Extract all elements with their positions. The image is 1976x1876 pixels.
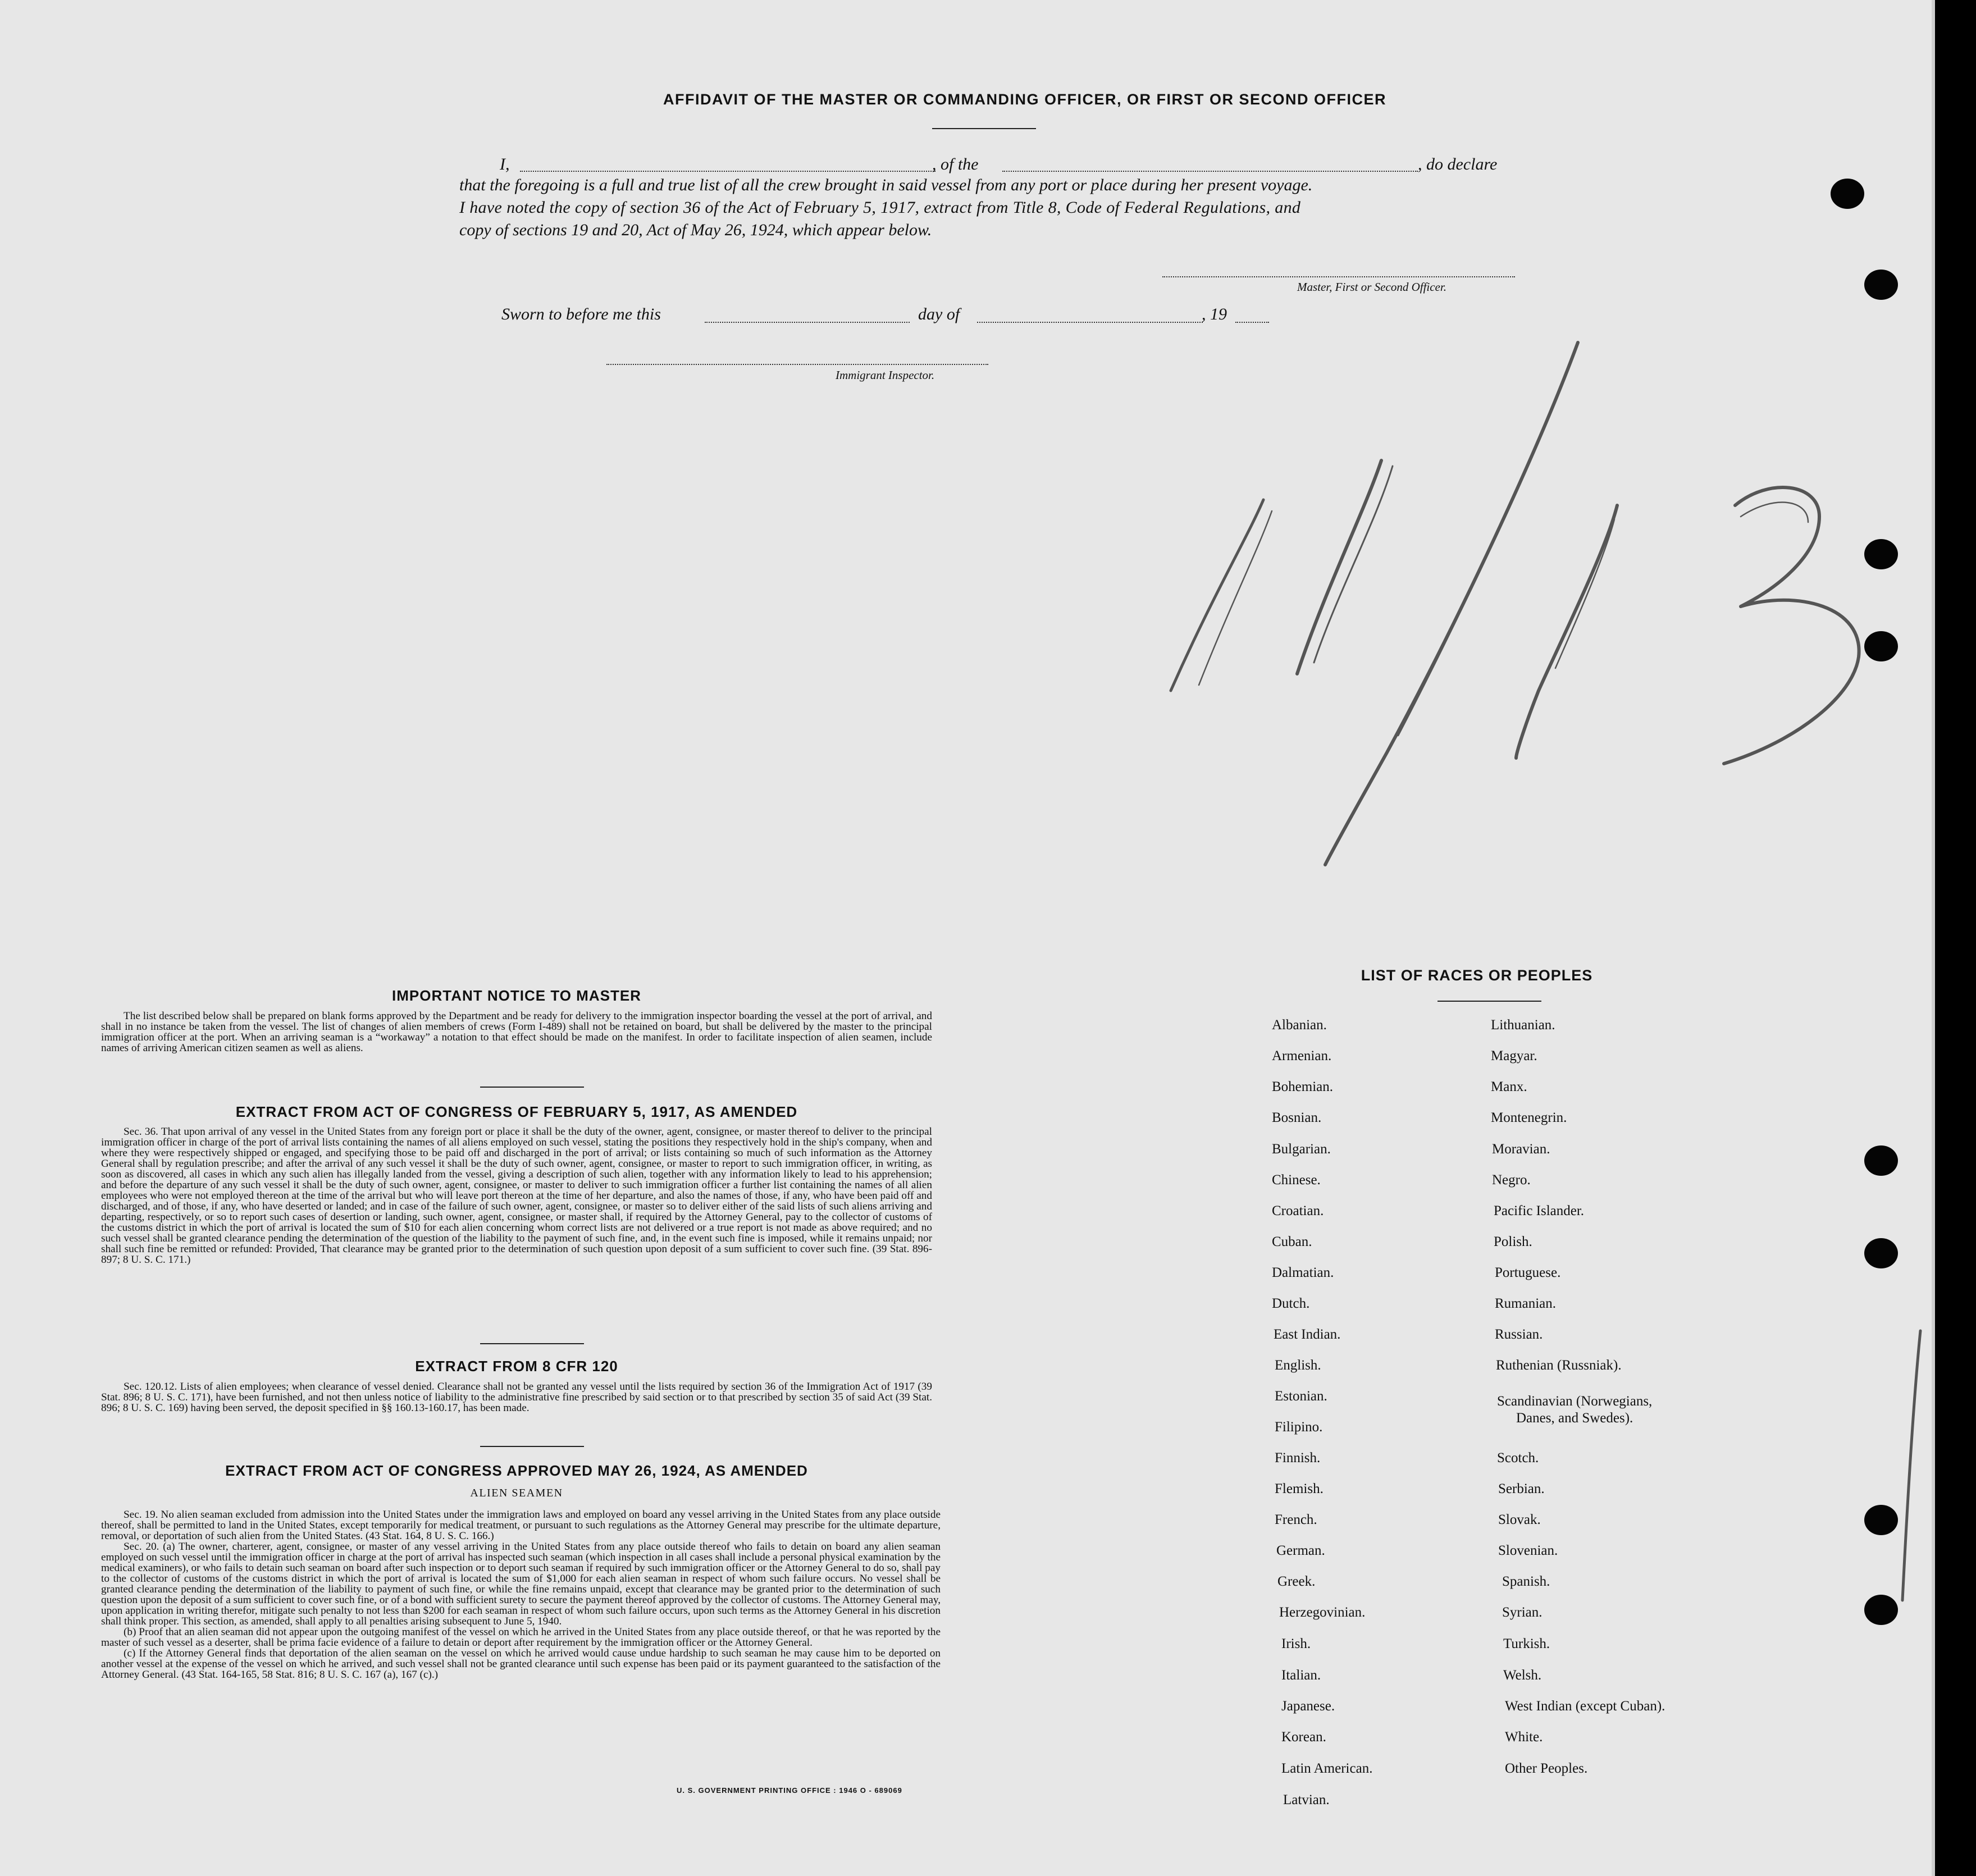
race-item: Bulgarian. (1272, 1142, 1331, 1157)
punch-hole (1864, 1145, 1898, 1176)
race-item: Polish. (1494, 1234, 1532, 1249)
race-item: Flemish. (1275, 1481, 1324, 1496)
race-item: Serbian. (1498, 1481, 1545, 1496)
race-item: Turkish. (1503, 1636, 1550, 1651)
printer-imprint: U. S. GOVERNMENT PRINTING OFFICE : 1946 O - 689069 (677, 1786, 902, 1795)
extract-1924-body (101, 1509, 941, 1680)
race-item: Ruthenian (Russniak). (1496, 1358, 1622, 1373)
race-item: English. (1275, 1358, 1321, 1373)
race-item: Spanish. (1502, 1574, 1550, 1589)
races-title-rule (1437, 1001, 1541, 1002)
sworn-year-blank[interactable] (1235, 322, 1269, 323)
race-item: Bohemian. (1272, 1079, 1334, 1094)
extract-1924-sec20c: (c) If the Attorney General finds that deportation of the alien seaman on the vessel on which he arrived would cause undue hardship to such seaman he may cause him to be deported on another vessel at the expense of the vessel on which he arrived, and such vessel shall not be granted clearance until such expense has been paid or its payment guaranteed to the satisfaction of the Attorney General. (43 Stat. 164-165, 58 Stat. 816; 8 U. S. C. 167 (a), 167 (c).) (101, 1647, 941, 1681)
punch-hole (1864, 1505, 1898, 1535)
race-item: Other Peoples. (1505, 1761, 1588, 1776)
race-item: White. (1505, 1729, 1543, 1745)
section-rule (480, 1087, 584, 1088)
notice-title: IMPORTANT NOTICE TO MASTER (392, 987, 641, 1004)
master-caption: Master, First or Second Officer. (1297, 280, 1446, 294)
race-item: Manx. (1491, 1079, 1527, 1094)
race-item: Dutch. (1272, 1296, 1310, 1311)
race-item: Herzegovinian. (1279, 1605, 1366, 1620)
affidavit-line4: copy of sections 19 and 20, Act of May 26, 1924, which appear below. (459, 221, 932, 239)
race-item: East Indian. (1274, 1327, 1341, 1342)
race-item: Korean. (1281, 1729, 1326, 1745)
race-item: Russian. (1495, 1327, 1543, 1342)
race-item: Rumanian. (1495, 1296, 1557, 1311)
race-item: Croatian. (1272, 1203, 1324, 1218)
extract-1917-title: EXTRACT FROM ACT OF CONGRESS OF FEBRUARY 5, 1917, AS AMENDED (235, 1103, 798, 1120)
race-item: Lithuanian. (1491, 1017, 1555, 1033)
punch-hole (1864, 539, 1898, 569)
race-item: Albanian. (1272, 1017, 1327, 1033)
sworn-day-blank[interactable] (705, 322, 910, 323)
sworn-month-blank[interactable] (977, 322, 1203, 323)
race-item: Syrian. (1502, 1605, 1543, 1620)
race-item: Slovak. (1498, 1512, 1541, 1527)
inspector-caption: Immigrant Inspector. (836, 368, 935, 382)
sworn-day-of: day of (918, 305, 960, 323)
race-item: Chinese. (1272, 1172, 1321, 1188)
race-item: Portuguese. (1495, 1265, 1561, 1280)
extract-1924-sec20b: (b) Proof that an alien seaman did not appear upon the outgoing manifest of the vessel on which he arrived in the United States from any place outside thereof, or that he was reported by the master of such vessel as a deserter, shall be prima facie evidence of a failure to detain or deport after requirement by the immigration officer or the Attorney General. (101, 1626, 941, 1649)
extract-cfr-text: Sec. 120.12. Lists of alien employees; when clearance of vessel denied. Clearance shall not be granted any vessel until the lists required by section 36 of the Immigration Act of 1917 (39 Stat. 896; 8 U. S. C. 171), have been furnished, and not then unless notice of liability to the administrative fine prescribed by said section or to that prescribed by section 35 of said Act (39 Stat. 896; 8 U. S. C. 169) having been served, the deposit specified in §§ 160.13-160.17, has been made. (101, 1381, 932, 1414)
sworn-prefix: Sworn to before me this (501, 305, 661, 323)
affidavit-line3: I have noted the copy of section 36 of the Act of February 5, 1917, extract from Title 8, Code of Federal Regulations, and (459, 198, 1301, 217)
extract-1924-subtitle: ALIEN SEAMEN (470, 1487, 563, 1499)
affidavit-title-rule (932, 128, 1036, 129)
race-item: Negro. (1492, 1172, 1531, 1188)
affidavit-line1-of-the: , of the (932, 155, 979, 174)
race-item: Danes, and Swedes). (1516, 1411, 1633, 1426)
race-item: Filipino. (1275, 1419, 1323, 1435)
race-item: Scandinavian (Norwegians, (1497, 1394, 1653, 1409)
punch-hole (1831, 179, 1864, 209)
inspector-signature-line[interactable] (606, 364, 988, 365)
affidavit-title: AFFIDAVIT OF THE MASTER OR COMMANDING OFFICER, OR FIRST OR SECOND OFFICER (663, 91, 1386, 108)
handwritten-number-11-13 (1146, 326, 1920, 887)
extract-cfr-title: EXTRACT FROM 8 CFR 120 (415, 1358, 618, 1375)
race-item: Latvian. (1283, 1792, 1330, 1807)
section-rule (480, 1343, 584, 1344)
race-item: Estonian. (1275, 1389, 1327, 1404)
handwritten-slash (1898, 1320, 1932, 1612)
punch-hole (1864, 1238, 1898, 1268)
master-signature-line[interactable] (1162, 276, 1515, 277)
race-item: Pacific Islander. (1494, 1203, 1585, 1218)
sworn-year: , 19 (1202, 305, 1227, 323)
race-item: Welsh. (1503, 1668, 1542, 1683)
race-item: Scotch. (1497, 1450, 1539, 1466)
race-item: Montenegrin. (1491, 1110, 1567, 1125)
notice-text: The list described below shall be prepared on blank forms approved by the Department and be ready for delivery to the immigration inspector boarding the vessel at the port of arrival, and shall in no instance be taken from the vessel. The list of changes of alien members of crews (Form I-489) shall not be retained on board, but shall be delivered by the master to the principal immigration officer at the port. When an arriving seaman is a “workaway” a notation to that effect should be made on the manifest. In order to facilitate inspection of alien seamen, include names of arriving American citizen seamen as well as aliens. (101, 1010, 932, 1054)
race-item: Japanese. (1281, 1699, 1335, 1714)
race-item: Latin American. (1281, 1761, 1373, 1776)
race-item: Dalmatian. (1272, 1265, 1334, 1280)
race-item: Magyar. (1491, 1048, 1537, 1063)
race-item: Armenian. (1272, 1048, 1332, 1063)
race-item: Slovenian. (1498, 1543, 1558, 1558)
vessel-name-blank[interactable] (1002, 171, 1418, 172)
affidavit-line1-i: I, (500, 155, 510, 174)
race-item: Greek. (1277, 1574, 1316, 1589)
master-name-blank[interactable] (520, 171, 935, 172)
race-item: West Indian (except Cuban). (1505, 1699, 1665, 1714)
affidavit-line2: that the foregoing is a full and true list of all the crew brought in said vessel from any port or place during her present voyage. (459, 176, 1313, 194)
race-item: Irish. (1281, 1636, 1311, 1651)
punch-hole (1864, 631, 1898, 661)
race-item: Finnish. (1275, 1450, 1321, 1466)
extract-1924-title: EXTRACT FROM ACT OF CONGRESS APPROVED MAY 26, 1924, AS AMENDED (225, 1462, 808, 1479)
race-item: German. (1276, 1543, 1325, 1558)
affidavit-line1-do-declare: , do declare (1418, 155, 1498, 174)
race-item: Italian. (1281, 1668, 1321, 1683)
extract-1917-text: Sec. 36. That upon arrival of any vessel in the United States from any foreign port or place it shall be the duty of the owner, agent, consignee, or master thereof to deliver to the principal immigration officer in charge of the port of arrival lists containing the names of all aliens employed on such vessel, stating the positions they respectively hold in the ship's company, when and where they were respectively shipped or engaged, and specifying those to be paid off and discharged in the port of arrival; or lists containing so much of such information as the Attorney General shall by regulation prescribe; and after the arrival of any such vessel it shall be the duty of such owner, agent, consignee, or master to report to such immigration officer, in writing, as soon as discovered, all cases in which any such alien has illegally landed from the vessel, giving a description of such alien, together with any information likely to lead to his apprehension; and before the departure of any such vessel it shall be the duty of such owner, agent, consignee, or master to deliver to such immigration officer a further list containing the names of all alien employees who were not employed thereon at the time of the arrival but who will leave port thereon at the time of her departure, and also the names of those, if any, who have been paid off and discharged, and of those, if any, who have deserted or landed; and in case of the failure of such owner, agent, consignee, or master so to deliver either of the said lists of such aliens arriving and departing, respectively, or so to report such cases of desertion or landing, such owner, agent, consignee, or master shall, if required by the Attorney General, pay to the collector of customs of the customs district in which the port of arrival is located the sum of $10 for each alien concerning whom correct lists are not delivered or a true report is not made as above required; and no such vessel shall be granted clearance pending the determination of the question of the liability to the payment of such fine, and, in the event such fine is imposed, while it remains unpaid; nor shall such fine be remitted or refunded: Provided, That clearance may be granted prior to the determination of such question upon deposit of a sum sufficient to cover such fine. (39 Stat. 896-897; 8 U. S. C. 171.) (101, 1126, 932, 1266)
extract-1924-sec19: Sec. 19. No alien seaman excluded from admission into the United States under the immigration laws and employed on board any vessel arriving in the United States from any place outside thereof, shall be permitted to land in the United States, except temporarily for medical treatment, or pursuant to such regulations as the Attorney General may prescribe for the ultimate departure, removal, or deportation of such alien from the United States. (43 Stat. 164, 8 U. S. C. 166.) (101, 1509, 941, 1542)
extract-1924-sec20a: Sec. 20. (a) The owner, charterer, agent, consignee, or master of any vessel arriving in the United States from any place outside thereof who fails to detain on board any alien seaman employed on such vessel until the immigration officer in charge at the port of arrival has inspected such seaman (which inspection in all cases shall include a personal physical examination by the medical examiners), or who fails to detain such seaman on board after such inspection or to deport such seaman if required by such immigration officer or the Attorney General to do so, shall pay to the collector of customs of the customs district in which the port of arrival is located the sum of $1,000 for each alien seaman in respect of whom such failure occurs. No vessel shall be granted clearance pending the determination of the liability to payment of such fine, or while the fine remains unpaid, except that clearance may be granted prior to the determination of such question upon the deposit of a sum sufficient to cover such fine, or of a bond with sufficient surety to secure the payment thereof approved by the collector of customs. The Attorney General may, upon application in writing therefor, mitigate such penalty to not less than $200 for each seaman in respect of whom such failure occurs, upon such terms as the Attorney General in his discretion shall think proper. This section, as amended, shall apply to all penalties arising subsequent to June 5, 1940. (101, 1541, 941, 1627)
punch-hole (1864, 1595, 1898, 1625)
section-rule (480, 1446, 584, 1447)
race-item: Bosnian. (1272, 1110, 1322, 1125)
races-title: LIST OF RACES OR PEOPLES (1361, 967, 1593, 984)
punch-hole (1864, 270, 1898, 300)
race-item: Cuban. (1272, 1234, 1312, 1249)
race-item: French. (1275, 1512, 1317, 1527)
race-item: Moravian. (1492, 1142, 1550, 1157)
